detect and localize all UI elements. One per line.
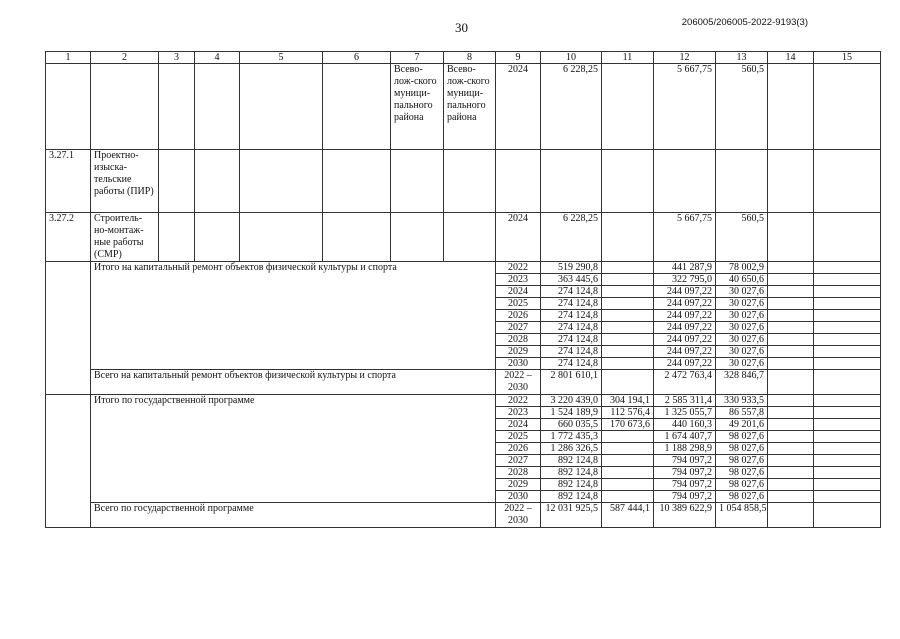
amount-cell: 6 228,25	[541, 64, 602, 150]
amount-cell: 98 027,6	[716, 455, 768, 467]
year-cell: 2030	[496, 358, 541, 370]
empty-cell	[768, 419, 814, 431]
empty-cell	[814, 443, 881, 455]
year-cell: 2026	[496, 443, 541, 455]
amount-cell	[602, 467, 654, 479]
year-cell: 2029	[496, 346, 541, 358]
year-cell: 2024	[496, 213, 541, 262]
empty-cell	[814, 322, 881, 334]
empty-cell	[541, 150, 602, 213]
table-row	[46, 395, 881, 407]
item-name: Проектно-изыска-тельские работы (ПИР)	[91, 150, 159, 213]
page-number: 30	[455, 20, 468, 35]
column-number: 8	[444, 52, 496, 64]
amount-cell	[602, 370, 654, 395]
empty-cell	[814, 479, 881, 491]
empty-cell	[654, 150, 716, 213]
empty-cell	[240, 64, 323, 150]
table-row	[46, 213, 881, 262]
empty-cell	[46, 395, 91, 528]
empty-cell	[159, 64, 195, 150]
empty-cell	[814, 334, 881, 346]
amount-cell: 98 027,6	[716, 443, 768, 455]
empty-cell	[768, 431, 814, 443]
empty-cell	[768, 64, 814, 150]
amount-cell: 98 027,6	[716, 431, 768, 443]
amount-cell: 274 124,8	[541, 334, 602, 346]
empty-cell	[159, 150, 195, 213]
empty-cell	[768, 407, 814, 419]
empty-cell	[768, 491, 814, 503]
amount-cell: 560,5	[716, 213, 768, 262]
empty-cell	[814, 274, 881, 286]
amount-cell: 304 194,1	[602, 395, 654, 407]
empty-cell	[814, 491, 881, 503]
empty-cell	[814, 150, 881, 213]
empty-cell	[768, 286, 814, 298]
amount-cell: 2 585 311,4	[654, 395, 716, 407]
amount-cell: 794 097,2	[654, 479, 716, 491]
amount-cell	[602, 491, 654, 503]
year-cell: 2029	[496, 479, 541, 491]
empty-cell	[391, 213, 444, 262]
amount-cell: 244 097,22	[654, 334, 716, 346]
amount-cell: 2 472 763,4	[654, 370, 716, 395]
amount-cell	[602, 262, 654, 274]
empty-cell	[814, 358, 881, 370]
column-number: 13	[716, 52, 768, 64]
budget-recipient-cell: Всево-лож-ского муници-пального района	[444, 64, 496, 150]
empty-cell	[814, 431, 881, 443]
amount-cell	[602, 213, 654, 262]
total-row	[46, 370, 881, 395]
total-label: Всего по государственной программе	[91, 503, 496, 528]
year-cell: 2022	[496, 395, 541, 407]
empty-cell	[814, 419, 881, 431]
amount-cell: 2 801 610,1	[541, 370, 602, 395]
year-cell: 2025	[496, 298, 541, 310]
amount-cell: 1 674 407,7	[654, 431, 716, 443]
amount-cell: 244 097,22	[654, 310, 716, 322]
empty-cell	[391, 150, 444, 213]
empty-cell	[768, 455, 814, 467]
amount-cell: 112 576,4	[602, 407, 654, 419]
year-cell: 2024	[496, 286, 541, 298]
year-cell: 2028	[496, 334, 541, 346]
amount-cell: 519 290,8	[541, 262, 602, 274]
amount-cell: 30 027,6	[716, 322, 768, 334]
amount-cell: 49 201,6	[716, 419, 768, 431]
empty-cell	[814, 503, 881, 528]
empty-cell	[768, 274, 814, 286]
column-number: 2	[91, 52, 159, 64]
empty-cell	[814, 467, 881, 479]
group-label: Итого на капитальный ремонт объектов физической культуры и спорта	[91, 262, 496, 370]
empty-cell	[814, 286, 881, 298]
year-cell: 2022	[496, 262, 541, 274]
amount-cell: 794 097,2	[654, 491, 716, 503]
item-name: Строитель-но-монтаж-ные работы (СМР)	[91, 213, 159, 262]
total-label: Всего на капитальный ремонт объектов физической культуры и спорта	[91, 370, 496, 395]
empty-cell	[195, 150, 240, 213]
table-row	[46, 64, 881, 150]
amount-cell: 274 124,8	[541, 298, 602, 310]
empty-cell	[814, 407, 881, 419]
amount-cell	[602, 322, 654, 334]
amount-cell: 30 027,6	[716, 334, 768, 346]
amount-cell: 1 772 435,3	[541, 431, 602, 443]
amount-cell	[602, 431, 654, 443]
amount-cell: 274 124,8	[541, 346, 602, 358]
amount-cell	[602, 455, 654, 467]
amount-cell: 30 027,6	[716, 310, 768, 322]
amount-cell	[602, 346, 654, 358]
amount-cell	[602, 310, 654, 322]
empty-cell	[46, 64, 91, 150]
budget-table	[45, 51, 881, 528]
amount-cell: 1 524 189,9	[541, 407, 602, 419]
amount-cell: 274 124,8	[541, 358, 602, 370]
column-number: 1	[46, 52, 91, 64]
amount-cell: 5 667,75	[654, 64, 716, 150]
empty-cell	[768, 310, 814, 322]
year-cell: 2024	[496, 64, 541, 150]
empty-cell	[768, 346, 814, 358]
document-id: 206005/206005-2022-9193(3)	[681, 17, 808, 28]
amount-cell: 30 027,6	[716, 358, 768, 370]
empty-cell	[195, 213, 240, 262]
empty-cell	[768, 213, 814, 262]
amount-cell: 892 124,8	[541, 491, 602, 503]
amount-cell	[602, 443, 654, 455]
year-cell: 2030	[496, 491, 541, 503]
column-number: 3	[159, 52, 195, 64]
amount-cell: 274 124,8	[541, 286, 602, 298]
column-number: 4	[195, 52, 240, 64]
amount-cell: 5 667,75	[654, 213, 716, 262]
empty-cell	[814, 310, 881, 322]
empty-cell	[768, 322, 814, 334]
amount-cell: 560,5	[716, 64, 768, 150]
amount-cell: 98 027,6	[716, 491, 768, 503]
amount-cell: 30 027,6	[716, 346, 768, 358]
amount-cell: 86 557,8	[716, 407, 768, 419]
amount-cell	[602, 298, 654, 310]
amount-cell	[602, 334, 654, 346]
empty-cell	[814, 213, 881, 262]
column-number: 9	[496, 52, 541, 64]
table-row	[46, 262, 881, 274]
column-number: 7	[391, 52, 444, 64]
empty-cell	[768, 370, 814, 395]
amount-cell: 441 287,9	[654, 262, 716, 274]
year-cell: 2022 – 2030	[496, 503, 541, 528]
column-number: 10	[541, 52, 602, 64]
empty-cell	[814, 298, 881, 310]
amount-cell: 40 650,6	[716, 274, 768, 286]
empty-cell	[768, 443, 814, 455]
empty-cell	[814, 455, 881, 467]
year-cell: 2023	[496, 407, 541, 419]
amount-cell: 244 097,22	[654, 298, 716, 310]
amount-cell: 244 097,22	[654, 346, 716, 358]
amount-cell: 98 027,6	[716, 467, 768, 479]
amount-cell: 328 846,7	[716, 370, 768, 395]
empty-cell	[602, 150, 654, 213]
amount-cell: 10 389 622,9	[654, 503, 716, 528]
year-cell: 2027	[496, 455, 541, 467]
amount-cell: 587 444,1	[602, 503, 654, 528]
empty-cell	[814, 262, 881, 274]
column-number: 6	[323, 52, 391, 64]
empty-cell	[159, 213, 195, 262]
group-label: Итого по государственной программе	[91, 395, 496, 503]
empty-cell	[323, 150, 391, 213]
empty-cell	[46, 262, 91, 395]
empty-cell	[496, 150, 541, 213]
empty-cell	[323, 213, 391, 262]
empty-cell	[768, 334, 814, 346]
empty-cell	[814, 395, 881, 407]
empty-cell	[240, 150, 323, 213]
amount-cell: 794 097,2	[654, 455, 716, 467]
amount-cell: 1 286 326,5	[541, 443, 602, 455]
empty-cell	[240, 213, 323, 262]
empty-cell	[91, 64, 159, 150]
empty-cell	[768, 479, 814, 491]
amount-cell: 244 097,22	[654, 286, 716, 298]
empty-cell	[768, 503, 814, 528]
amount-cell	[602, 274, 654, 286]
amount-cell: 794 097,2	[654, 467, 716, 479]
amount-cell: 170 673,6	[602, 419, 654, 431]
amount-cell: 244 097,22	[654, 358, 716, 370]
amount-cell: 12 031 925,5	[541, 503, 602, 528]
empty-cell	[768, 298, 814, 310]
amount-cell: 30 027,6	[716, 286, 768, 298]
empty-cell	[814, 370, 881, 395]
year-cell: 2026	[496, 310, 541, 322]
amount-cell: 274 124,8	[541, 310, 602, 322]
year-cell: 2024	[496, 419, 541, 431]
amount-cell	[602, 286, 654, 298]
amount-cell: 1 325 055,7	[654, 407, 716, 419]
empty-cell	[195, 64, 240, 150]
header-row	[46, 52, 881, 64]
amount-cell: 892 124,8	[541, 467, 602, 479]
total-row	[46, 503, 881, 528]
amount-cell: 244 097,22	[654, 322, 716, 334]
amount-cell: 1 188 298,9	[654, 443, 716, 455]
amount-cell: 330 933,5	[716, 395, 768, 407]
empty-cell	[716, 150, 768, 213]
amount-cell	[602, 479, 654, 491]
amount-cell: 30 027,6	[716, 298, 768, 310]
table-row	[46, 150, 881, 213]
year-cell: 2023	[496, 274, 541, 286]
empty-cell	[768, 150, 814, 213]
amount-cell: 274 124,8	[541, 322, 602, 334]
amount-cell: 3 220 439,0	[541, 395, 602, 407]
item-number: 3.27.2	[46, 213, 91, 262]
column-number: 14	[768, 52, 814, 64]
amount-cell: 1 054 858,5	[716, 503, 768, 528]
year-cell: 2025	[496, 431, 541, 443]
empty-cell	[323, 64, 391, 150]
column-number: 12	[654, 52, 716, 64]
amount-cell: 6 228,25	[541, 213, 602, 262]
empty-cell	[768, 358, 814, 370]
year-cell: 2028	[496, 467, 541, 479]
column-number: 11	[602, 52, 654, 64]
empty-cell	[768, 262, 814, 274]
empty-cell	[768, 467, 814, 479]
empty-cell	[768, 395, 814, 407]
amount-cell: 78 002,9	[716, 262, 768, 274]
empty-cell	[444, 213, 496, 262]
empty-cell	[814, 64, 881, 150]
budget-source-cell: Всево-лож-ского муници-пального района	[391, 64, 444, 150]
empty-cell	[444, 150, 496, 213]
column-number: 15	[814, 52, 881, 64]
amount-cell: 98 027,6	[716, 479, 768, 491]
amount-cell: 892 124,8	[541, 455, 602, 467]
amount-cell: 660 035,5	[541, 419, 602, 431]
amount-cell: 363 445,6	[541, 274, 602, 286]
year-cell: 2027	[496, 322, 541, 334]
amount-cell: 322 795,0	[654, 274, 716, 286]
column-number: 5	[240, 52, 323, 64]
amount-cell: 892 124,8	[541, 479, 602, 491]
amount-cell: 440 160,3	[654, 419, 716, 431]
amount-cell	[602, 64, 654, 150]
amount-cell	[602, 358, 654, 370]
empty-cell	[814, 346, 881, 358]
item-number: 3.27.1	[46, 150, 91, 213]
year-cell: 2022 – 2030	[496, 370, 541, 395]
